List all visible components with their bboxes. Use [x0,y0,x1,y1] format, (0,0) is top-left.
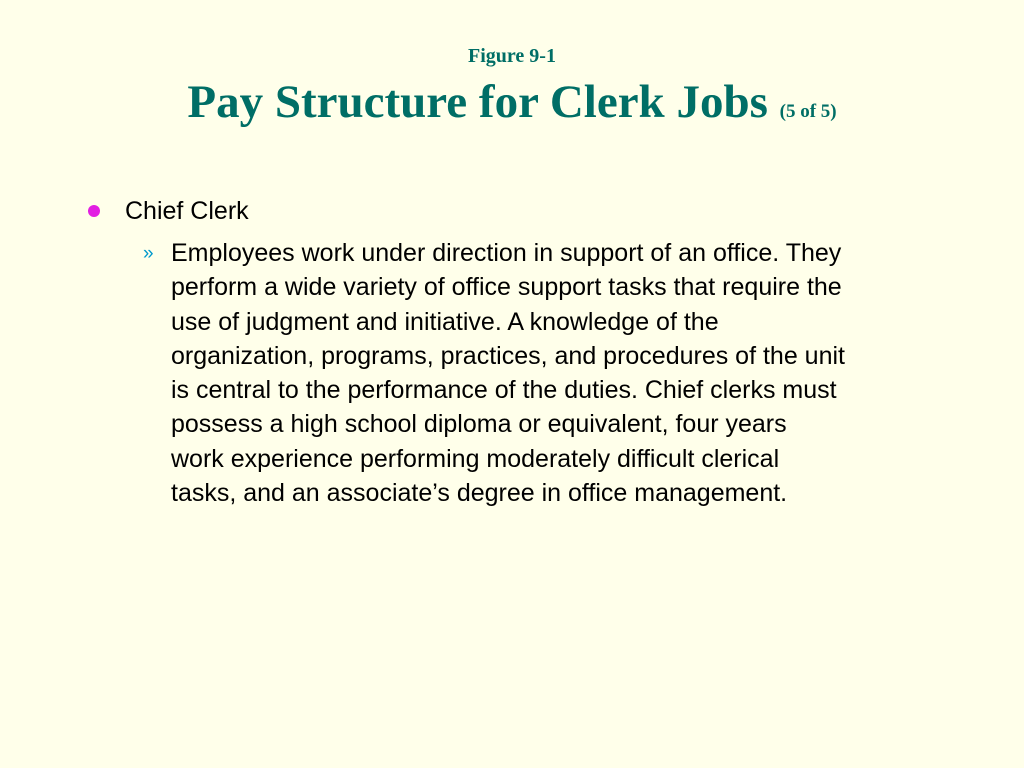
sub-bullet-line: tasks, and an associate’s degree in office management. [171,479,788,508]
slide-title [0,74,1024,140]
sub-bullet-line: Employees work under direction in support of an office. They [171,239,842,267]
bullet-dot-icon [88,205,100,217]
double-chevron-icon: » [143,243,154,264]
figure-label: Figure 9-1 [468,45,556,67]
sub-bullet-line: is central to the performance of the duties. Chief clerks must [171,376,837,405]
sub-bullet-line: perform a wide variety of office support tasks that require the [171,273,842,302]
sub-bullet-line: use of judgment and initiative. A knowledge of the [171,307,719,336]
sub-bullet-line: possess a high school diploma or equivalent, four years [171,410,787,439]
bullet-text: Chief Clerk [125,197,249,225]
sub-bullet-line: work experience performing moderately difficult clerical [171,444,780,473]
sub-bullet-line: organization, programs, practices, and procedures of the unit [171,341,845,370]
slide-title-text: Pay Structure for Clerk Jobs [187,76,768,128]
slide-title-suffix: (5 of 5) [779,101,837,122]
sub-bullet-text [171,236,946,510]
